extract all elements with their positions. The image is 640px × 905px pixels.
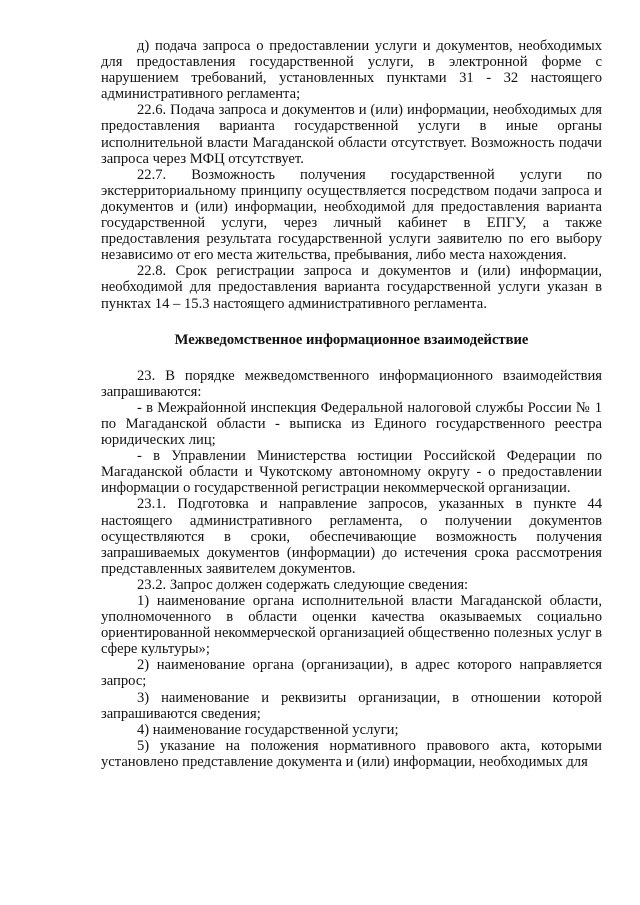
paragraph-22-6: 22.6. Подача запроса и документов и (или) информации, необходимых для предоставления варианта государственной услуги в иные органы исполнительной власти Магаданской области отсутствует. Возможность подачи запроса через МФЦ отсутствует. [101, 102, 602, 167]
list-item-2: 2) наименование органа (организации), в адрес которого направляется запрос; [101, 657, 602, 690]
document-page [101, 38, 602, 770]
paragraph-23-fns: - в Межрайонной инспекция Федеральной налоговой службы России № 1 по Магаданской области - выписка из Единого государственного реестра юридических лиц; [101, 399, 602, 449]
paragraph-22-8: 22.8. Срок регистрации запроса и документов и (или) информации, необходимой для предоставления варианта государственной услуги указан в пунктах 14 – 15.3 настоящего административного регламента. [101, 263, 602, 312]
paragraph-23-2: 23.2. Запрос должен содержать следующие сведения: [137, 576, 469, 593]
list-item-3: 3) наименование и реквизиты организации, в отношении которой запрашиваются сведения; [101, 689, 602, 722]
paragraph-22-7: 22.7. Возможность получения государственной услуги по экстерриториальному принципу осуществляется посредством подачи запроса и документов и (или) информации, необходимой для предоставления варианта государственной услуги, через личный кабинет в ЕПГУ, а также предоставления результата государственной услуги заявителю по его выбору независимо от его места жительства, пребывания, либо места нахождения. [101, 166, 602, 264]
paragraph-item-d: д) подача запроса о предоставлении услуги и документов, необходимых для предоставления государственной услуги, в электронной форме с нарушением требований, установленных пунктами 31 - 32 настоящего административного регламента; [101, 38, 602, 103]
list-item-5: 5) указание на положения нормативного правового акта, которыми установлено представление документа и (или) информации, необходимых для [101, 737, 602, 770]
list-item-1: 1) наименование органа исполнительной власти Магаданской области, уполномоченного в области оценки качества оказываемых социально ориентированной некоммерческой организацией общественно полезных услуг в сфере культуры»; [101, 593, 602, 658]
paragraph-23-minjust: - в Управлении Министерства юстиции Российской Федерации по Магаданской области и Чукотскому автономному округу - о предоставлении информации о государственной регистрации некоммерческой организации. [101, 448, 602, 497]
list-item-4: 4) наименование государственной услуги; [137, 721, 399, 738]
section-heading: Межведомственное информационное взаимодействие [174, 331, 529, 348]
paragraph-23-1: 23.1. Подготовка и направление запросов, указанных в пункте 44 настоящего административного регламента, о получении документов осуществляются в сроки, обеспечивающие возможность получения запрашиваемых документов (информации) до истечения срока рассмотрения представленных заявителем документов. [101, 496, 602, 577]
paragraph-23: 23. В порядке межведомственного информационного взаимодействия запрашиваются: [101, 367, 602, 400]
